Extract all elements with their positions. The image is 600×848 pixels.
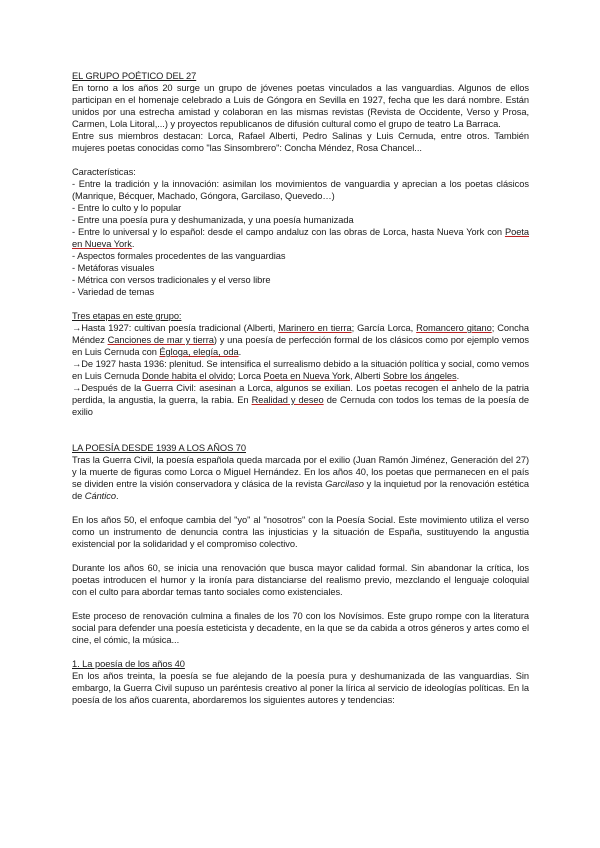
characteristic-item [72,226,529,250]
paragraph-postwar [72,454,529,502]
work-title: Realidad y deseo [251,395,324,405]
punctuation: . [456,371,460,381]
paragraph-text: Tras la Guerra Civil, la poesía española queda marcada por el exilio (Juan Ramón Jiménez, Generación del 27) y la muerte de figuras como Lorca o Miguel Hernández. En los años 40, los poetas que permanecen en el país se dividen entre la visión conservadora y clásica de la revista [72,455,529,489]
characteristic-item: - Entre una poesía pura y deshumanizada, y una poesía humanizada [72,215,354,225]
paragraph-members: Entre sus miembros destacan: Lorca, Rafael Alberti, Pedro Salinas y Luis Cernuda, entre otros. También mujeres poetas conocidas como "las Sinsombrero": Concha Méndez, Rosa Chancel... [72,131,529,153]
characteristic-text: - Entre lo universal y lo español: desde el campo andaluz con las obras de Lorca, hasta Nueva York con [72,227,505,237]
stage-text: de Cernuda con todos los temas de la poesía de exilio [72,395,530,417]
magazine-title: Cántico [84,491,116,501]
stage-text: ) y una poesía de perfección formal de los clásicos como por ejemplo vemos en Luis Cernuda con [72,335,529,357]
work-title: Canciones de mar y tierra [107,335,214,345]
subsection-title-40s: 1. La poesía de los años 40 [72,659,185,669]
paragraph-text: y la inquietud por la renovación estética de [72,479,530,501]
paragraph-novisimos: Este proceso de renovación culmina a finales de los 70 con los Novísimos. Este grupo rompe con la literatura social para defender una poesía esteticista y decadente, en la que se da cabida a otros géneros y artes como el cine, el cómic, la música... [72,611,529,645]
stage-text: ; Lorca [232,371,264,381]
stage-text: ; Concha Méndez [72,323,530,345]
paragraph-sixties: Durante los años 60, se inicia una renovación que busca mayor calidad formal. Sin abandonar la crítica, los poetas introducen el humor y la ironía para distanciarse del realismo previo, mezclando el lenguaje coloquial con el culto para abordar temas tanto sociales como existenciales. [72,563,529,597]
work-title: Marinero en tierra [278,323,352,333]
paragraph-fifties: En los años 50, el enfoque cambia del "yo" al "nosotros" con la Poesía Social. Este movimiento utiliza el verso como un instrumento de denuncia contra las injusticias y la situación de España, sustituyendo la angustia existencial por la solidaridad y el compromiso colectivo. [72,515,529,549]
work-title: Donde habita el olvido [142,371,233,381]
characteristics-heading: Características: [72,167,136,177]
stage-3 [72,382,529,418]
punctuation: . [131,239,135,249]
section-title-poesia-1939: LA POESÍA DESDE 1939 A LOS AÑOS 70 [72,443,247,453]
characteristic-item: - Entre lo culto y lo popular [72,203,182,213]
punctuation: . [115,491,119,501]
stage-text: →De 1927 hasta 1936: plenitud. Se intensifica el surrealismo debido a la situación política y social, como vemos en Luis Cernuda [72,359,529,381]
characteristic-item: - Aspectos formales procedentes de las vanguardias [72,251,286,261]
characteristic-item: - Entre la tradición y la innovación: asimilan los movimientos de vanguardia y aprecian a los poetas clásicos (Manrique, Bécquer, Machado, Góngora, Garcilaso, Quevedo…) [72,179,529,201]
stage-text: →Hasta 1927: cultivan poesía tradicional (Alberti, [72,323,279,333]
work-title: Poeta en Nueva York [72,227,529,249]
work-title: Poeta en Nueva York [263,371,350,381]
stage-1 [72,322,529,358]
characteristic-item: - Métrica con versos tradicionales y el verso libre [72,275,271,285]
stage-2 [72,358,529,382]
paragraph-forties: En los años treinta, la poesía se fue alejando de la poesía pura y deshumanizada de las vanguardias. Sin embargo, la Guerra Civil supuso un paréntesis creativo al poner la lírica al servicio de ideologías políticas. En la poesía de los años cuarenta, abordaremos los siguientes autores y tendencias: [72,671,529,705]
work-title: Romancero gitano [416,323,492,333]
characteristic-item: - Metáforas visuales [72,263,155,273]
work-title: Sobre los ángeles [383,371,457,381]
stages-heading: Tres etapas en este grupo: [72,311,182,321]
document-page [72,70,529,706]
stage-text: ; García Lorca, [351,323,417,333]
magazine-title: Garcilaso [325,479,364,489]
punctuation: . [238,347,242,357]
characteristic-item: - Variedad de temas [72,287,155,297]
stage-text: , Alberti [349,371,384,381]
section-title-grupo-27: EL GRUPO POÉTICO DEL 27 [72,71,197,81]
stage-text: →Después de la Guerra Civil: asesinan a Lorca, algunos se exilian. Los poetas recogen el anhelo de la patria perdida, la angustia, la guerra, la rabia. En [72,383,529,405]
paragraph-intro: En torno a los años 20 surge un grupo de jóvenes poetas vinculados a las vanguardias. Algunos de ellos participan en el homenaje celebrado a Luis de Góngora en Sevilla en 1927, fecha que les dará nombre. Están unidos por una estrecha amistad y colaboran en las mismas revistas (Revista de Occidente, Verso y Prosa, Carmen, Lola Litoral,...) y proyectos republicanos de difusión cultural como el grupo de teatro La Barraca. [72,83,529,129]
work-title: Égloga, elegía, oda [159,347,239,357]
